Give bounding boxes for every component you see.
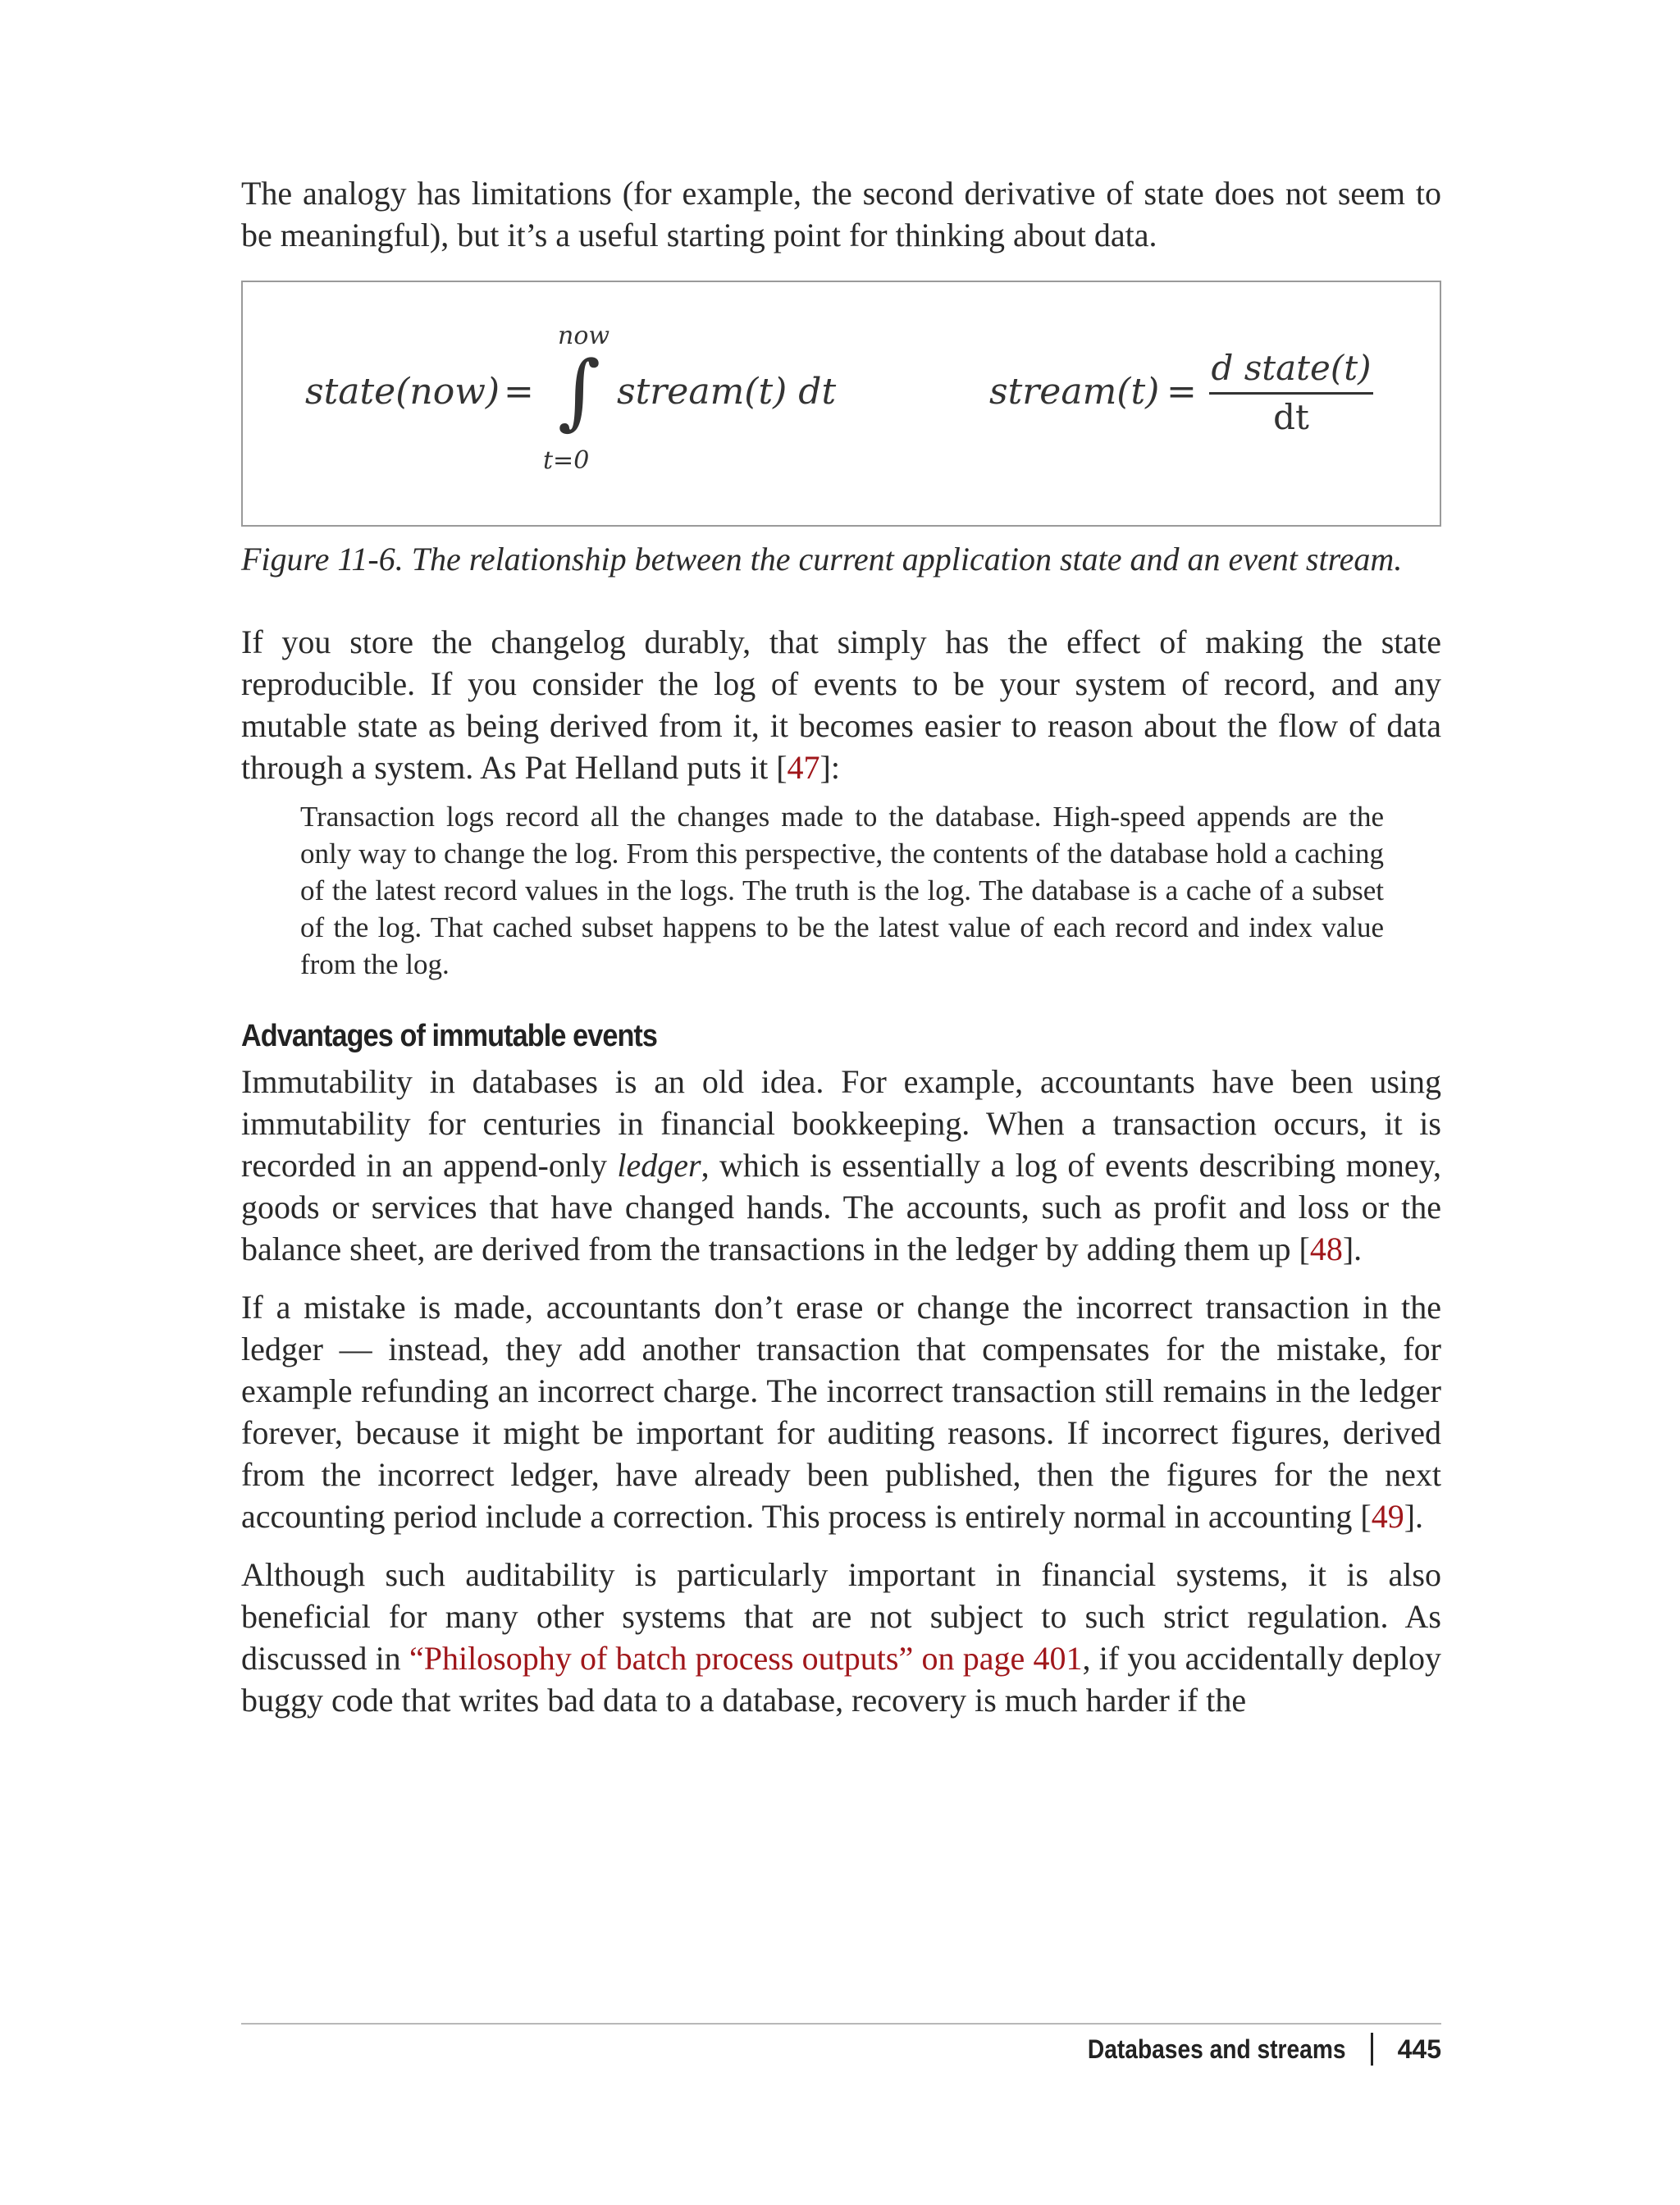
eq2-lhs: stream(t) — [989, 371, 1160, 413]
eq2-equals: = — [1166, 371, 1197, 413]
citation-link[interactable]: 47 — [787, 749, 820, 786]
paragraph-text: , which is essentially a log of events describing money, goods or services that have changed hands. The accounts, such as profit and loss or the balance sheet, are derived from the transactions in the ledger by adding them up [ — [241, 1147, 1441, 1267]
eq1-upper-limit: now — [558, 322, 610, 350]
footer-section-title: Databases and streams — [1087, 2034, 1346, 2064]
paragraph-auditability — [241, 1554, 1441, 1721]
paragraph-text: Immutability in databases is an old idea. For example, accountants have been using immutability for centuries in financial bookkeeping. When a transaction occurs, it is recorded in an append-only — [241, 1063, 1441, 1184]
paragraph-text: ]. — [1342, 1230, 1363, 1267]
paragraph-changelog — [241, 621, 1441, 788]
page-body — [241, 172, 1441, 1721]
paragraph-text: , if you accidentally deploy buggy code that writes bad data to a database, recovery is much harder if the — [241, 1640, 1442, 1719]
eq1-lower-limit: t=0 — [543, 446, 590, 475]
intro-paragraph: The analogy has limitations (for example, the second derivative of state does not seem to be meaningful), but it’s a useful starting point for thinking about data. — [241, 175, 1441, 253]
eq2-denominator: dt — [1273, 397, 1309, 437]
paragraph-text: If you store the changelog durably, that simply has the effect of making the state reproducible. If you consider the log of events to be your system of record, and any mutable state as being derived from it, it becomes easier to reason about the flow of data through a system. As Pat Helland puts it [ — [241, 623, 1441, 786]
citation-link[interactable]: 49 — [1371, 1498, 1404, 1535]
cross-reference-link[interactable]: “Philosophy of batch process outputs” on page 401 — [409, 1640, 1083, 1677]
eq1-lhs: state(now) — [305, 371, 500, 413]
paragraph-text: ]: — [819, 749, 840, 786]
footer-separator — [1371, 2033, 1373, 2066]
eq2-fraction — [1209, 348, 1373, 437]
eq1-equals: = — [504, 371, 534, 413]
citation-link[interactable]: 48 — [1309, 1230, 1343, 1267]
eq1-integrand: stream(t) dt — [617, 371, 837, 413]
figure-caption: Figure 11-6. The relationship between the current application state and an event stream. — [241, 541, 1403, 578]
integral-sign-icon: ∫ — [558, 343, 601, 439]
blockquote: Transaction logs record all the changes made to the database. High-speed appends are the only way to change the log. From this perspective, the contents of the database hold a caching of the latest record values in the logs. The truth is the log. The database is a cache of a subset of the log. That cached subset happens to be the latest value of each record and index value from the log. — [300, 801, 1384, 980]
equation-figure — [241, 281, 1441, 527]
section-heading: Advantages of immutable events — [241, 1019, 658, 1053]
paragraph-text: Although such auditability is particularly important in financial systems, it is also beneficial for many other systems that are not subject to such strict regulation. As discussed in — [241, 1556, 1441, 1677]
paragraph-text: If a mistake is made, accountants don’t erase or change the incorrect transaction in the ledger — instead, they add another transaction that compensates for the mistake, for example refunding an incorrect charge. The incorrect transaction still remains in the ledger forever, because it might be important for auditing reasons. If incorrect figures, derived from the incorrect ledger, have already been published, then the figures for the next accounting period include a correction. This process is entirely normal in accounting [ — [241, 1289, 1441, 1535]
page-footer — [1052, 2033, 1441, 2066]
page-number: 445 — [1397, 2034, 1441, 2064]
fraction-bar — [1209, 392, 1373, 395]
paragraph-mistakes — [241, 1286, 1441, 1537]
paragraph-text: ]. — [1404, 1498, 1424, 1535]
footer-rule — [241, 2023, 1441, 2025]
emphasis-text: ledger — [617, 1147, 701, 1184]
eq2-numerator: d state(t) — [1211, 348, 1372, 388]
paragraph-immutability — [241, 1061, 1441, 1270]
